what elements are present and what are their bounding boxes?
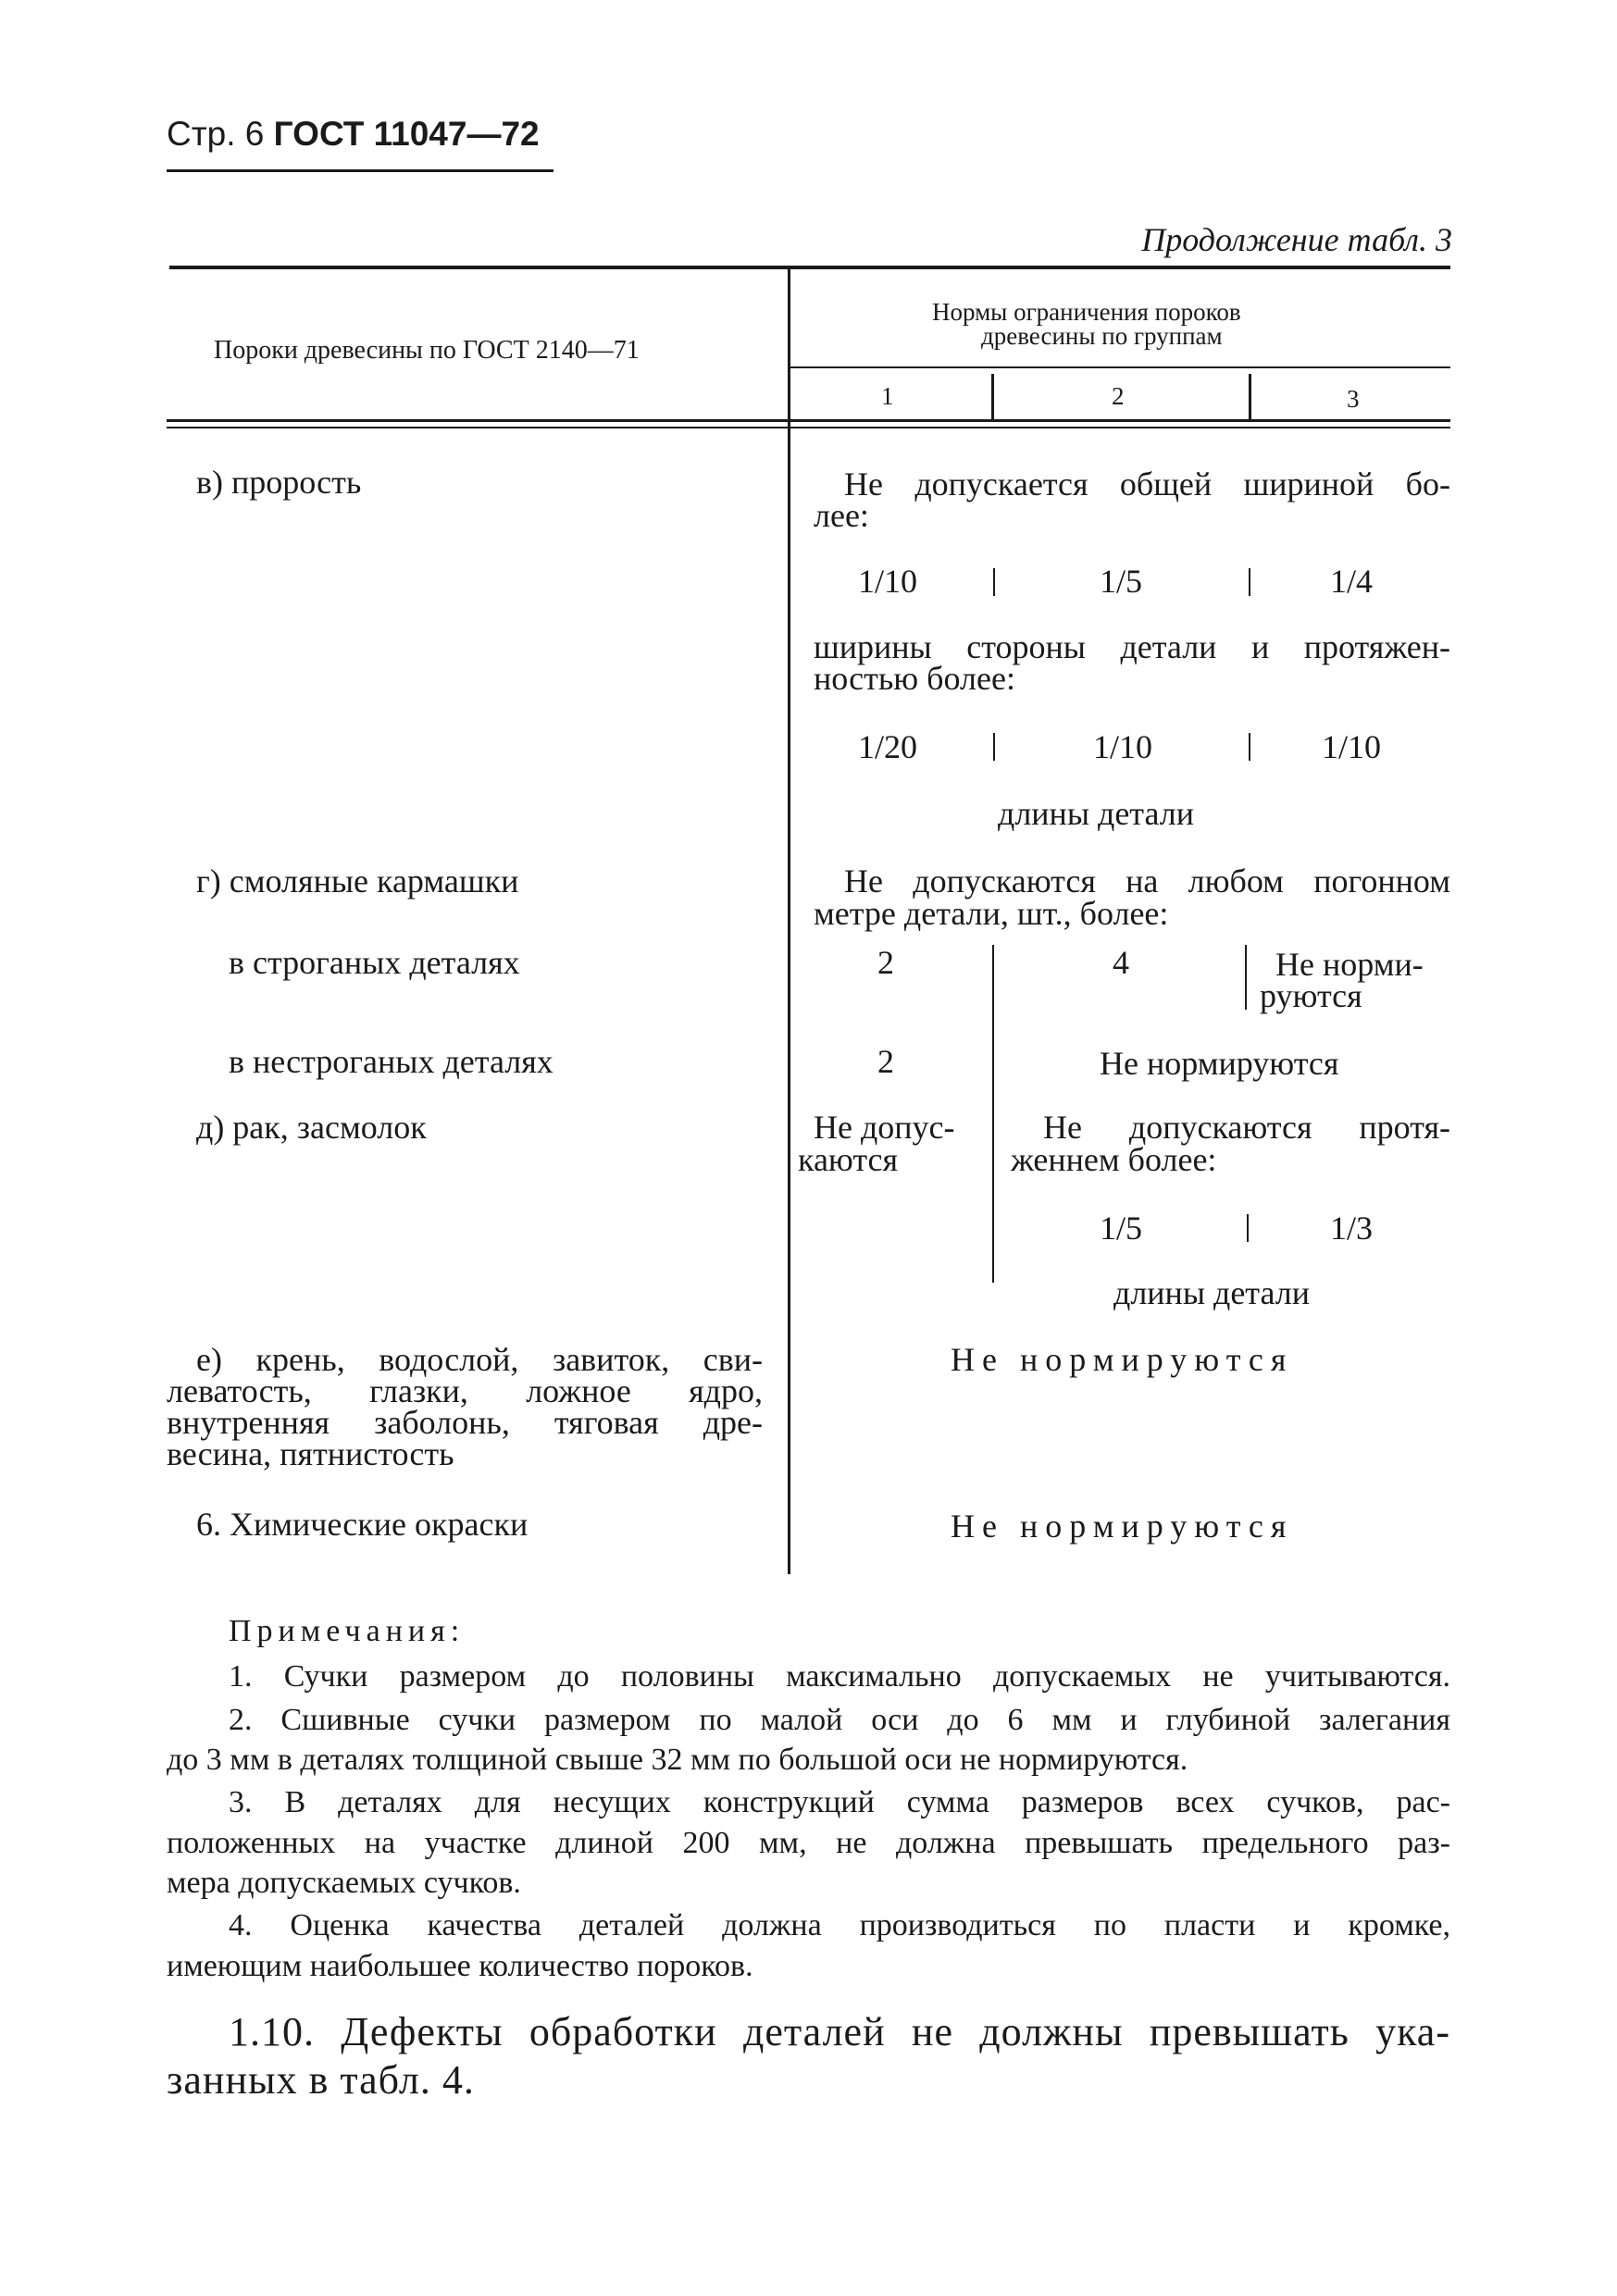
page-header	[167, 115, 540, 154]
group-header-2: 2	[1112, 382, 1125, 410]
row-label-g-planed: в строганых деталях	[229, 944, 520, 981]
row-v-sep1b	[1249, 568, 1250, 596]
row-g-unplaned-g23: Не нормируются	[1100, 1045, 1339, 1082]
row-v-val2-g2: 1/10	[1093, 728, 1153, 765]
row-d-g23-line2: женнем более:	[1011, 1141, 1217, 1178]
row-v-val1-g2: 1/5	[1100, 563, 1143, 600]
row-v-val1-g1: 1/10	[858, 563, 918, 600]
note-4-line2: имеющим наибольшее количество пороков.	[167, 1949, 753, 1983]
row-e-value: Не нормируются	[951, 1341, 1294, 1378]
row-label-six: 6. Химические окраски	[196, 1506, 529, 1543]
row-g-planed-g3-line2: руются	[1260, 977, 1362, 1014]
row-d-text: длины детали	[1113, 1274, 1310, 1311]
row-d-val-g3: 1/3	[1330, 1210, 1374, 1247]
table-column-divider	[788, 269, 790, 1574]
row-d-g23-line1: Не допускаются протя-	[1043, 1109, 1450, 1146]
row-label-v: в) прорость	[196, 464, 362, 501]
notes-title: Примечания:	[229, 1614, 466, 1648]
row-d-g1-line1: Не допус-	[814, 1109, 955, 1146]
row-v-sep2b	[1249, 733, 1250, 761]
row-e-label-line4: весина, пятнистость	[167, 1435, 454, 1472]
table-top-rule	[169, 266, 1450, 269]
row-g-planed-g2: 4	[1113, 944, 1129, 981]
note-2-line2: до 3 мм в деталях толщиной свыше 32 мм по большой оси не нормируются.	[167, 1743, 1188, 1777]
note-3-line1: 3. В деталях для несущих конструкций сумма размеров всех сучков, рас-	[229, 1785, 1450, 1819]
column-header-norms-line1: Нормы ограничения пороков	[932, 298, 1241, 326]
row-six-value: Не нормируются	[951, 1508, 1294, 1545]
note-3-line3: мера допускаемых сучков.	[167, 1866, 521, 1900]
groups-header-rule	[789, 366, 1450, 368]
row-label-g: г) смоляные кармашки	[196, 863, 519, 900]
standard-number: ГОСТ 11047—72	[273, 115, 540, 153]
table-header-bottom-rule-2	[167, 427, 1450, 428]
row-v-val1-g3: 1/4	[1330, 563, 1374, 600]
row-v-text2-line1: ширины стороны детали и протяжен-	[814, 628, 1450, 665]
row-g-unplaned-g1: 2	[877, 1043, 894, 1080]
row-g-text-line2: метре детали, шт., более:	[814, 895, 1169, 932]
row-label-d: д) рак, засмолок	[196, 1109, 427, 1146]
paragraph-1-10-line2: занных в табл. 4.	[167, 2057, 475, 2103]
group-header-1: 1	[881, 382, 894, 410]
column-header-defects: Пороки древесины по ГОСТ 2140—71	[214, 336, 640, 365]
table-continuation: Продолжение табл. 3	[1141, 221, 1452, 258]
row-e-label-line3: внутренняя заболонь, тяговая дре-	[167, 1404, 763, 1441]
group-divider-1	[991, 374, 994, 420]
row-e-label-line2: леватость, глазки, ложное ядро,	[167, 1372, 763, 1409]
row-g-planed-sep2	[1245, 945, 1247, 1010]
group-divider-2	[1249, 374, 1251, 420]
row-d-g1-line2: каются	[798, 1141, 899, 1178]
row-d-val-g2: 1/5	[1100, 1210, 1143, 1247]
row-v-sep1a	[993, 568, 995, 596]
column-header-norms-line2: древесины по группам	[981, 322, 1223, 350]
row-g-text-line1: Не допускаются на любом погонном	[844, 863, 1450, 900]
note-2-line1: 2. Сшивные сучки размером по малой оси до 6 мм и глубиной залегания	[229, 1703, 1450, 1737]
paragraph-1-10-line1: 1.10. Дефекты обработки деталей не должны превышать ука-	[229, 2009, 1450, 2054]
row-g-planed-g3-line1: Не норми-	[1275, 946, 1424, 983]
page-label: Стр. 6	[167, 115, 265, 153]
row-v-val2-g3: 1/10	[1322, 728, 1382, 765]
row-g-planed-sep1	[992, 945, 994, 1283]
row-v-text1-line1: Не допускается общей шириной бо-	[844, 465, 1450, 503]
row-v-val2-g1: 1/20	[858, 728, 918, 765]
row-v-text3: длины детали	[998, 795, 1194, 832]
group-header-3: 3	[1347, 385, 1360, 413]
note-3-line2: положенных на участке длиной 200 мм, не должна превышать предельного раз-	[167, 1826, 1450, 1860]
note-4-line1: 4. Оценка качества деталей должна производиться по пласти и кромке,	[229, 1908, 1450, 1942]
note-1: 1. Сучки размером до половины максимально допускаемых не учитываются.	[229, 1659, 1450, 1694]
row-v-text2-line2: ностью более:	[814, 660, 1015, 697]
row-e-label-line1: е) крень, водослой, завиток, сви-	[196, 1341, 763, 1378]
row-d-sep	[1247, 1214, 1249, 1242]
row-label-g-unplaned: в нестроганых деталях	[229, 1043, 554, 1080]
row-g-planed-g1: 2	[877, 944, 894, 981]
table-header-bottom-rule	[167, 419, 1450, 422]
row-v-text1-line2: лее:	[814, 497, 869, 534]
header-underline	[167, 169, 554, 172]
row-v-sep2a	[993, 733, 995, 761]
